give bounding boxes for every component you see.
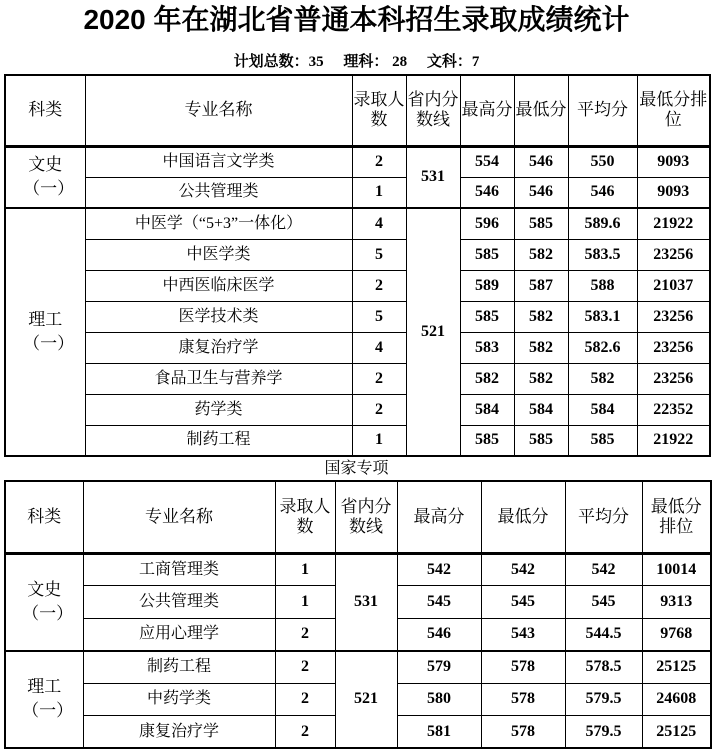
major-name-cell: 中医学（“5+3”一体化）	[85, 208, 352, 239]
avg-score-cell: 582.6	[568, 332, 637, 363]
max-score-cell: 582	[460, 363, 514, 394]
major-name-cell: 食品卫生与营养学	[85, 363, 352, 394]
admitted-count-cell: 1	[352, 425, 406, 456]
header-avg-score: 平均分	[568, 75, 637, 146]
header-max-score: 最高分	[460, 75, 514, 146]
min-rank-cell: 25125	[642, 716, 711, 749]
table-row	[5, 425, 710, 456]
major-name-cell: 康复治疗学	[83, 716, 275, 749]
max-score-cell: 585	[460, 425, 514, 456]
major-name-cell: 应用心理学	[83, 618, 275, 651]
avg-score-cell: 545	[565, 586, 642, 619]
max-score-cell: 579	[397, 651, 481, 684]
min-score-cell: 578	[481, 716, 565, 749]
avg-score-cell: 578.5	[565, 651, 642, 684]
header-admitted-count: 录取人数	[352, 75, 406, 146]
table-row	[5, 270, 710, 301]
admitted-count-cell: 1	[275, 553, 335, 586]
major-name-cell: 医学技术类	[85, 301, 352, 332]
category-cell	[5, 553, 83, 651]
header-min-rank: 最低分排位	[637, 75, 710, 146]
min-score-cell: 585	[514, 425, 568, 456]
general-admission-table	[4, 74, 711, 457]
max-score-cell: 585	[460, 239, 514, 270]
category-label: 理工（一）	[23, 310, 75, 353]
national-special-caption: 国家专项	[324, 460, 389, 477]
min-score-cell: 542	[481, 553, 565, 586]
major-name-cell: 公共管理类	[85, 177, 352, 208]
admitted-count-cell: 2	[275, 716, 335, 749]
header-major-name: 专业名称	[85, 75, 352, 146]
min-score-cell: 585	[514, 208, 568, 239]
max-score-cell: 546	[397, 618, 481, 651]
table-row	[5, 332, 710, 363]
provincial-line-cell: 531	[406, 146, 460, 208]
provincial-line-cell: 531	[335, 553, 397, 651]
table-row	[5, 553, 711, 586]
major-name-cell: 中药学类	[83, 683, 275, 716]
max-score-cell: 584	[460, 394, 514, 425]
category-label: 文史（一）	[23, 155, 75, 199]
header-min-rank: 最低分排位	[642, 481, 711, 553]
avg-score-cell: 585	[568, 425, 637, 456]
min-rank-cell: 24608	[642, 683, 711, 716]
admitted-count-cell: 2	[275, 683, 335, 716]
min-score-cell: 584	[514, 394, 568, 425]
header-category: 科类	[5, 75, 85, 146]
header-major-name: 专业名称	[83, 481, 275, 553]
min-score-cell: 578	[481, 651, 565, 684]
plan-summary	[0, 52, 713, 72]
admitted-count-cell: 4	[352, 332, 406, 363]
admitted-count-cell: 4	[352, 208, 406, 239]
header-provincial-line: 省内分数线	[406, 75, 460, 146]
plan-arts: 文科：7	[426, 54, 480, 70]
avg-score-cell: 544.5	[565, 618, 642, 651]
major-name-cell: 中西医临床医学	[85, 270, 352, 301]
min-rank-cell: 9093	[637, 146, 710, 177]
category-cell	[5, 208, 85, 456]
min-score-cell: 587	[514, 270, 568, 301]
max-score-cell: 546	[460, 177, 514, 208]
major-name-cell: 中医学类	[85, 239, 352, 270]
max-score-cell: 589	[460, 270, 514, 301]
max-score-cell: 581	[397, 716, 481, 749]
table-row	[5, 651, 711, 684]
admitted-count-cell: 1	[275, 586, 335, 619]
avg-score-cell: 588	[568, 270, 637, 301]
category-label: 理工（一）	[22, 677, 74, 721]
max-score-cell: 583	[460, 332, 514, 363]
avg-score-cell: 579.5	[565, 683, 642, 716]
min-rank-cell: 25125	[642, 651, 711, 684]
table-row	[5, 208, 710, 239]
min-score-cell: 546	[514, 177, 568, 208]
admitted-count-cell: 5	[352, 301, 406, 332]
table-row	[5, 394, 710, 425]
min-score-cell: 582	[514, 363, 568, 394]
avg-score-cell: 579.5	[565, 716, 642, 749]
min-score-cell: 582	[514, 239, 568, 270]
major-name-cell: 公共管理类	[83, 586, 275, 619]
admitted-count-cell: 1	[352, 177, 406, 208]
table-row	[5, 177, 710, 208]
min-rank-cell: 21922	[637, 208, 710, 239]
avg-score-cell: 583.5	[568, 239, 637, 270]
header-row	[5, 481, 711, 553]
table-row	[5, 363, 710, 394]
major-name-cell: 工商管理类	[83, 553, 275, 586]
category-cell	[5, 651, 83, 749]
admitted-count-cell: 2	[275, 651, 335, 684]
major-name-cell: 制药工程	[83, 651, 275, 684]
provincial-line-cell: 521	[335, 651, 397, 749]
category-cell	[5, 146, 85, 208]
admitted-count-cell: 5	[352, 239, 406, 270]
avg-score-cell: 583.1	[568, 301, 637, 332]
plan-science: 理科： 28	[343, 54, 408, 70]
avg-score-cell: 582	[568, 363, 637, 394]
header-row	[5, 75, 710, 146]
min-score-cell: 582	[514, 332, 568, 363]
min-rank-cell: 9093	[637, 177, 710, 208]
min-rank-cell: 23256	[637, 363, 710, 394]
min-score-cell: 543	[481, 618, 565, 651]
min-rank-cell: 22352	[637, 394, 710, 425]
header-admitted-count: 录取人数	[275, 481, 335, 553]
table-row	[5, 146, 710, 177]
min-rank-cell: 23256	[637, 332, 710, 363]
admitted-count-cell: 2	[352, 363, 406, 394]
max-score-cell: 554	[460, 146, 514, 177]
major-name-cell: 药学类	[85, 394, 352, 425]
header-max-score: 最高分	[397, 481, 481, 553]
min-rank-cell: 9768	[642, 618, 711, 651]
min-rank-cell: 23256	[637, 239, 710, 270]
major-name-cell: 制药工程	[85, 425, 352, 456]
header-provincial-line: 省内分数线	[335, 481, 397, 553]
table-row	[5, 239, 710, 270]
admitted-count-cell: 2	[352, 146, 406, 177]
avg-score-cell: 584	[568, 394, 637, 425]
category-label: 文史（一）	[22, 580, 74, 623]
max-score-cell: 596	[460, 208, 514, 239]
page-title: 2020 年在湖北省普通本科招生录取成绩统计	[83, 4, 630, 35]
min-rank-cell: 21922	[637, 425, 710, 456]
admitted-count-cell: 2	[275, 618, 335, 651]
max-score-cell: 580	[397, 683, 481, 716]
min-rank-cell: 21037	[637, 270, 710, 301]
min-score-cell: 578	[481, 683, 565, 716]
min-rank-cell: 9313	[642, 586, 711, 619]
min-rank-cell: 10014	[642, 553, 711, 586]
header-min-score: 最低分	[481, 481, 565, 553]
plan-total: 计划总数：35	[233, 54, 324, 70]
max-score-cell: 545	[397, 586, 481, 619]
min-score-cell: 545	[481, 586, 565, 619]
header-avg-score: 平均分	[565, 481, 642, 553]
avg-score-cell: 550	[568, 146, 637, 177]
max-score-cell: 585	[460, 301, 514, 332]
provincial-line-cell: 521	[406, 208, 460, 456]
admitted-count-cell: 2	[352, 394, 406, 425]
header-category: 科类	[5, 481, 83, 553]
header-min-score: 最低分	[514, 75, 568, 146]
avg-score-cell: 542	[565, 553, 642, 586]
avg-score-cell: 546	[568, 177, 637, 208]
min-rank-cell: 23256	[637, 301, 710, 332]
min-score-cell: 546	[514, 146, 568, 177]
national-special-table	[4, 480, 712, 749]
admitted-count-cell: 2	[352, 270, 406, 301]
major-name-cell: 中国语言文学类	[85, 146, 352, 177]
avg-score-cell: 589.6	[568, 208, 637, 239]
max-score-cell: 542	[397, 553, 481, 586]
table-row	[5, 301, 710, 332]
major-name-cell: 康复治疗学	[85, 332, 352, 363]
min-score-cell: 582	[514, 301, 568, 332]
